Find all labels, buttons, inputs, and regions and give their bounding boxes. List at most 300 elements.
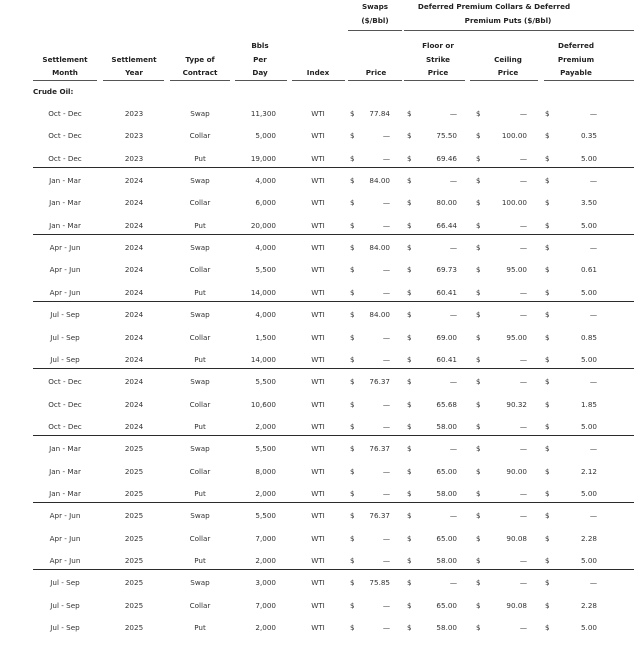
collars-group-underline — [404, 30, 634, 31]
ceiling-price-cell: 90.32 — [506, 400, 527, 409]
settlement-month-cell: Jul - Sep — [50, 601, 80, 610]
contract-type-header: Type of — [185, 54, 215, 64]
ceiling-price-cell: 90.08 — [506, 534, 527, 543]
currency-symbol: $ — [350, 511, 355, 520]
floor-strike-cell: 60.41 — [436, 355, 457, 364]
header-rule — [544, 80, 634, 81]
bbls-per-day-cell: 4,000 — [255, 176, 276, 185]
bbls-per-day-header: Bbls — [251, 41, 269, 50]
settlement-month-cell: Jul - Sep — [50, 578, 80, 587]
bbls-per-day-cell: 14,000 — [250, 288, 276, 297]
settlement-month-cell: Jul - Sep — [50, 355, 80, 364]
index-cell: WTI — [311, 265, 325, 274]
contract-type-cell: Swap — [190, 578, 210, 587]
ceiling-price-cell: — — [519, 422, 527, 431]
index-cell: WTI — [311, 131, 325, 140]
bbls-per-day-cell: 6,000 — [255, 198, 276, 207]
settlement-month-cell: Jul - Sep — [50, 310, 80, 319]
swap-price-cell: 76.37 — [369, 377, 390, 386]
floor-strike-header: Floor or — [422, 41, 454, 50]
header-rule — [404, 80, 465, 81]
contract-type-cell: Collar — [189, 467, 211, 476]
settlement-month-cell: Apr - Jun — [49, 556, 81, 565]
bbls-per-day-cell: 5,500 — [255, 444, 276, 453]
currency-symbol: $ — [476, 467, 481, 476]
deferred-premium-cell: 5.00 — [580, 422, 597, 431]
ceiling-price-cell: — — [519, 221, 527, 230]
ceiling-price-cell: 100.00 — [501, 131, 527, 140]
contract-type-cell: Collar — [189, 333, 211, 342]
bbls-per-day-cell: 10,600 — [250, 400, 276, 409]
header-rule — [235, 80, 287, 81]
bbls-per-day-cell: 3,000 — [255, 578, 276, 587]
currency-symbol: $ — [350, 154, 355, 163]
swap-price-cell: 76.37 — [369, 511, 390, 520]
header-rule — [170, 80, 230, 81]
currency-symbol: $ — [476, 131, 481, 140]
settlement-year-cell: 2024 — [124, 198, 144, 207]
currency-symbol: $ — [545, 109, 550, 118]
currency-symbol: $ — [545, 489, 550, 498]
currency-symbol: $ — [476, 623, 481, 632]
contract-type-cell: Put — [194, 489, 206, 498]
settlement-year-cell: 2024 — [124, 333, 144, 342]
swaps-group-header: ($/Bbl) — [361, 16, 389, 25]
settlement-year-cell: 2024 — [124, 355, 144, 364]
currency-symbol: $ — [545, 355, 550, 364]
currency-symbol: $ — [407, 310, 412, 319]
currency-symbol: $ — [545, 377, 550, 386]
bbls-per-day-header: Per — [253, 54, 267, 64]
settlement-year-cell: 2024 — [124, 310, 144, 319]
swap-price-cell: — — [382, 400, 390, 409]
floor-strike-cell: — — [449, 578, 457, 587]
ceiling-price-cell: — — [519, 355, 527, 364]
settlement-month-cell: Jan - Mar — [49, 176, 81, 185]
deferred-premium-cell: 1.85 — [580, 400, 597, 409]
settlement-month-cell: Jan - Mar — [49, 467, 81, 476]
settlement-month-cell: Apr - Jun — [49, 243, 81, 252]
contract-type-cell: Swap — [190, 444, 210, 453]
currency-symbol: $ — [545, 265, 550, 274]
deferred-premium-cell: — — [589, 511, 597, 520]
currency-symbol: $ — [407, 109, 412, 118]
settlement-month-cell: Jul - Sep — [50, 333, 80, 342]
deferred-premium-cell: 0.61 — [580, 265, 597, 274]
contract-type-cell: Put — [194, 154, 206, 163]
currency-symbol: $ — [545, 534, 550, 543]
currency-symbol: $ — [476, 154, 481, 163]
contract-type-cell: Swap — [190, 109, 210, 118]
floor-strike-cell: 65.00 — [436, 467, 457, 476]
floor-strike-cell: 65.68 — [436, 400, 457, 409]
currency-symbol: $ — [407, 131, 412, 140]
swap-price-header: Price — [365, 68, 387, 77]
index-cell: WTI — [311, 198, 325, 207]
ceiling-price-cell: — — [519, 511, 527, 520]
bbls-per-day-cell: 11,300 — [250, 109, 276, 118]
floor-strike-header: Price — [427, 68, 449, 77]
contract-type-cell: Swap — [190, 176, 210, 185]
currency-symbol: $ — [407, 154, 412, 163]
index-cell: WTI — [311, 556, 325, 565]
swap-price-cell: 84.00 — [369, 176, 390, 185]
currency-symbol: $ — [407, 221, 412, 230]
swap-price-cell: — — [382, 623, 390, 632]
contract-type-cell: Collar — [189, 400, 211, 409]
bbls-per-day-header: Day — [252, 68, 268, 77]
settlement-month-cell: Jan - Mar — [49, 221, 81, 230]
contract-type-cell: Swap — [190, 243, 210, 252]
index-cell: WTI — [311, 511, 325, 520]
deferred-premium-cell: — — [589, 109, 597, 118]
deferred-premium-cell: 2.28 — [580, 534, 597, 543]
deferred-premium-cell: 5.00 — [580, 489, 597, 498]
settlement-month-cell: Jul - Sep — [50, 623, 80, 632]
settlement-month-header: Month — [52, 68, 78, 77]
collars-group-header: Deferred Premium Collars & Deferred — [417, 2, 571, 11]
deferred-premium-cell: 0.85 — [580, 333, 597, 342]
row-group-divider — [33, 167, 634, 168]
floor-strike-cell: — — [449, 511, 457, 520]
floor-strike-cell: 65.00 — [436, 601, 457, 610]
currency-symbol: $ — [350, 198, 355, 207]
currency-symbol: $ — [407, 288, 412, 297]
currency-symbol: $ — [350, 467, 355, 476]
currency-symbol: $ — [545, 623, 550, 632]
floor-strike-cell: — — [449, 377, 457, 386]
bbls-per-day-cell: 5,500 — [255, 265, 276, 274]
settlement-year-cell: 2025 — [124, 467, 144, 476]
settlement-year-cell: 2024 — [124, 176, 144, 185]
contract-type-cell: Put — [194, 422, 206, 431]
ceiling-price-cell: — — [519, 377, 527, 386]
currency-symbol: $ — [545, 467, 550, 476]
settlement-month-cell: Oct - Dec — [48, 154, 82, 163]
currency-symbol: $ — [407, 601, 412, 610]
currency-symbol: $ — [476, 377, 481, 386]
settlement-year-cell: 2023 — [124, 131, 144, 140]
currency-symbol: $ — [407, 198, 412, 207]
currency-symbol: $ — [545, 198, 550, 207]
settlement-month-cell: Jan - Mar — [49, 198, 81, 207]
currency-symbol: $ — [407, 265, 412, 274]
index-cell: WTI — [311, 377, 325, 386]
currency-symbol: $ — [350, 109, 355, 118]
currency-symbol: $ — [407, 422, 412, 431]
currency-symbol: $ — [476, 511, 481, 520]
currency-symbol: $ — [407, 377, 412, 386]
currency-symbol: $ — [545, 243, 550, 252]
currency-symbol: $ — [350, 444, 355, 453]
currency-symbol: $ — [350, 265, 355, 274]
swap-price-cell: — — [382, 534, 390, 543]
index-cell: WTI — [311, 623, 325, 632]
currency-symbol: $ — [350, 221, 355, 230]
settlement-year-cell: 2025 — [124, 489, 144, 498]
swap-price-cell: — — [382, 288, 390, 297]
floor-strike-cell: 58.00 — [436, 623, 457, 632]
currency-symbol: $ — [407, 333, 412, 342]
currency-symbol: $ — [350, 176, 355, 185]
swap-price-cell: — — [382, 489, 390, 498]
floor-strike-header: Strike — [425, 54, 451, 64]
bbls-per-day-cell: 20,000 — [250, 221, 276, 230]
currency-symbol: $ — [350, 400, 355, 409]
currency-symbol: $ — [545, 176, 550, 185]
swap-price-cell: — — [382, 265, 390, 274]
contract-type-cell: Swap — [190, 377, 210, 386]
currency-symbol: $ — [407, 355, 412, 364]
index-cell: WTI — [311, 154, 325, 163]
contract-type-cell: Collar — [189, 131, 211, 140]
settlement-year-cell: 2024 — [124, 221, 144, 230]
contract-type-cell: Swap — [190, 310, 210, 319]
currency-symbol: $ — [476, 198, 481, 207]
index-cell: WTI — [311, 243, 325, 252]
currency-symbol: $ — [545, 288, 550, 297]
currency-symbol: $ — [350, 534, 355, 543]
settlement-year-header: Settlement — [111, 54, 157, 64]
contract-type-cell: Collar — [189, 265, 211, 274]
deferred-premium-cell: 0.35 — [580, 131, 597, 140]
currency-symbol: $ — [476, 578, 481, 587]
deferred-premium-header: Payable — [560, 68, 592, 77]
currency-symbol: $ — [476, 534, 481, 543]
settlement-year-cell: 2025 — [124, 601, 144, 610]
floor-strike-cell: 69.73 — [436, 265, 457, 274]
settlement-month-cell: Apr - Jun — [49, 265, 81, 274]
swap-price-cell: — — [382, 422, 390, 431]
currency-symbol: $ — [545, 310, 550, 319]
currency-symbol: $ — [545, 221, 550, 230]
currency-symbol: $ — [476, 355, 481, 364]
settlement-year-cell: 2025 — [124, 556, 144, 565]
index-cell: WTI — [311, 422, 325, 431]
bbls-per-day-cell: 5,500 — [255, 511, 276, 520]
floor-strike-cell: 80.00 — [436, 198, 457, 207]
settlement-year-cell: 2025 — [124, 444, 144, 453]
settlement-year-cell: 2024 — [124, 377, 144, 386]
floor-strike-cell: 58.00 — [436, 422, 457, 431]
ceiling-price-cell: — — [519, 310, 527, 319]
index-header: Index — [306, 68, 330, 77]
floor-strike-cell: 58.00 — [436, 556, 457, 565]
swap-price-cell: — — [382, 333, 390, 342]
currency-symbol: $ — [545, 154, 550, 163]
currency-symbol: $ — [545, 333, 550, 342]
swap-price-cell: — — [382, 198, 390, 207]
header-rule — [103, 80, 164, 81]
swap-price-cell: 76.37 — [369, 444, 390, 453]
bbls-per-day-cell: 1,500 — [255, 333, 276, 342]
deferred-premium-cell: 5.00 — [580, 154, 597, 163]
ceiling-price-cell: 95.00 — [506, 265, 527, 274]
settlement-year-cell: 2023 — [124, 109, 144, 118]
swaps-group-underline — [348, 30, 402, 31]
swap-price-cell: 84.00 — [369, 243, 390, 252]
currency-symbol: $ — [476, 556, 481, 565]
currency-symbol: $ — [407, 243, 412, 252]
currency-symbol: $ — [350, 377, 355, 386]
ceiling-price-cell: — — [519, 623, 527, 632]
currency-symbol: $ — [476, 176, 481, 185]
currency-symbol: $ — [350, 489, 355, 498]
currency-symbol: $ — [407, 578, 412, 587]
ceiling-price-cell: 95.00 — [506, 333, 527, 342]
currency-symbol: $ — [545, 556, 550, 565]
settlement-year-cell: 2024 — [124, 243, 144, 252]
floor-strike-cell: — — [449, 310, 457, 319]
currency-symbol: $ — [545, 511, 550, 520]
floor-strike-cell: — — [449, 243, 457, 252]
index-cell: WTI — [311, 176, 325, 185]
settlement-month-cell: Apr - Jun — [49, 288, 81, 297]
row-group-divider — [33, 435, 634, 436]
currency-symbol: $ — [545, 601, 550, 610]
currency-symbol: $ — [407, 467, 412, 476]
floor-strike-cell: — — [449, 444, 457, 453]
contract-type-cell: Collar — [189, 601, 211, 610]
ceiling-price-cell: — — [519, 489, 527, 498]
swap-price-cell: — — [382, 221, 390, 230]
settlement-year-cell: 2023 — [124, 154, 144, 163]
index-cell: WTI — [311, 467, 325, 476]
deferred-premium-cell: — — [589, 243, 597, 252]
swap-price-cell: — — [382, 601, 390, 610]
currency-symbol: $ — [476, 265, 481, 274]
deferred-premium-cell: 5.00 — [580, 221, 597, 230]
contract-type-cell: Put — [194, 221, 206, 230]
currency-symbol: $ — [476, 489, 481, 498]
swap-price-cell: — — [382, 467, 390, 476]
deferred-premium-cell: — — [589, 377, 597, 386]
bbls-per-day-cell: 2,000 — [255, 422, 276, 431]
index-cell: WTI — [311, 310, 325, 319]
settlement-year-cell: 2024 — [124, 422, 144, 431]
currency-symbol: $ — [476, 422, 481, 431]
bbls-per-day-cell: 7,000 — [255, 534, 276, 543]
currency-symbol: $ — [545, 444, 550, 453]
currency-symbol: $ — [350, 333, 355, 342]
header-rule — [348, 80, 402, 81]
settlement-year-cell: 2024 — [124, 265, 144, 274]
settlement-month-cell: Oct - Dec — [48, 377, 82, 386]
currency-symbol: $ — [350, 355, 355, 364]
deferred-premium-cell: — — [589, 578, 597, 587]
settlement-month-cell: Apr - Jun — [49, 511, 81, 520]
deferred-premium-header: Premium — [557, 54, 595, 64]
currency-symbol: $ — [350, 288, 355, 297]
index-cell: WTI — [311, 601, 325, 610]
settlement-year-header: Year — [125, 68, 143, 77]
swap-price-cell: 75.85 — [369, 578, 390, 587]
settlement-month-header: Settlement — [42, 54, 88, 64]
currency-symbol: $ — [407, 444, 412, 453]
contract-type-header: Contract — [182, 68, 218, 77]
index-cell: WTI — [311, 534, 325, 543]
swap-price-cell: — — [382, 556, 390, 565]
deferred-premium-cell: — — [589, 176, 597, 185]
ceiling-price-cell: 90.08 — [506, 601, 527, 610]
settlement-month-cell: Oct - Dec — [48, 131, 82, 140]
row-group-divider — [33, 368, 634, 369]
index-cell: WTI — [311, 400, 325, 409]
ceiling-price-cell: — — [519, 556, 527, 565]
index-cell: WTI — [311, 355, 325, 364]
currency-symbol: $ — [545, 400, 550, 409]
deferred-premium-cell: 2.12 — [580, 467, 597, 476]
index-cell: WTI — [311, 489, 325, 498]
header-rule — [470, 80, 538, 81]
contract-type-cell: Swap — [190, 511, 210, 520]
currency-symbol: $ — [350, 131, 355, 140]
ceiling-price-cell: — — [519, 288, 527, 297]
bbls-per-day-cell: 2,000 — [255, 556, 276, 565]
deferred-premium-cell: — — [589, 310, 597, 319]
settlement-year-cell: 2025 — [124, 511, 144, 520]
settlement-month-cell: Apr - Jun — [49, 534, 81, 543]
ceiling-price-cell: — — [519, 243, 527, 252]
floor-strike-cell: 69.46 — [436, 154, 457, 163]
header-rule — [292, 80, 345, 81]
ceiling-price-cell: 90.00 — [506, 467, 527, 476]
currency-symbol: $ — [476, 109, 481, 118]
swaps-group-header: Swaps — [361, 2, 389, 11]
settlement-month-cell: Jan - Mar — [49, 444, 81, 453]
bbls-per-day-cell: 14,000 — [250, 355, 276, 364]
ceiling-price-cell: — — [519, 578, 527, 587]
bbls-per-day-cell: 4,000 — [255, 310, 276, 319]
currency-symbol: $ — [407, 176, 412, 185]
bbls-per-day-cell: 19,000 — [250, 154, 276, 163]
row-group-divider — [33, 301, 634, 302]
currency-symbol: $ — [407, 534, 412, 543]
ceiling-price-header: Price — [497, 68, 519, 77]
row-group-divider — [33, 569, 634, 570]
contract-type-cell: Collar — [189, 534, 211, 543]
currency-symbol: $ — [476, 221, 481, 230]
currency-symbol: $ — [545, 422, 550, 431]
currency-symbol: $ — [545, 131, 550, 140]
swap-price-cell: 77.84 — [369, 109, 390, 118]
currency-symbol: $ — [545, 578, 550, 587]
settlement-month-cell: Oct - Dec — [48, 400, 82, 409]
settlement-year-cell: 2024 — [124, 288, 144, 297]
currency-symbol: $ — [476, 288, 481, 297]
deferred-premium-header: Deferred — [558, 41, 594, 50]
settlement-month-cell: Oct - Dec — [48, 109, 82, 118]
row-group-divider — [33, 502, 634, 503]
currency-symbol: $ — [476, 310, 481, 319]
ceiling-price-cell: — — [519, 109, 527, 118]
currency-symbol: $ — [350, 310, 355, 319]
index-cell: WTI — [311, 333, 325, 342]
bbls-per-day-cell: 5,500 — [255, 377, 276, 386]
floor-strike-cell: — — [449, 109, 457, 118]
currency-symbol: $ — [476, 243, 481, 252]
currency-symbol: $ — [407, 511, 412, 520]
deferred-premium-cell: 5.00 — [580, 288, 597, 297]
swap-price-cell: 84.00 — [369, 310, 390, 319]
index-cell: WTI — [311, 109, 325, 118]
deferred-premium-cell: 5.00 — [580, 355, 597, 364]
bbls-per-day-cell: 2,000 — [255, 489, 276, 498]
settlement-year-cell: 2025 — [124, 578, 144, 587]
currency-symbol: $ — [350, 601, 355, 610]
swap-price-cell: — — [382, 131, 390, 140]
bbls-per-day-cell: 4,000 — [255, 243, 276, 252]
